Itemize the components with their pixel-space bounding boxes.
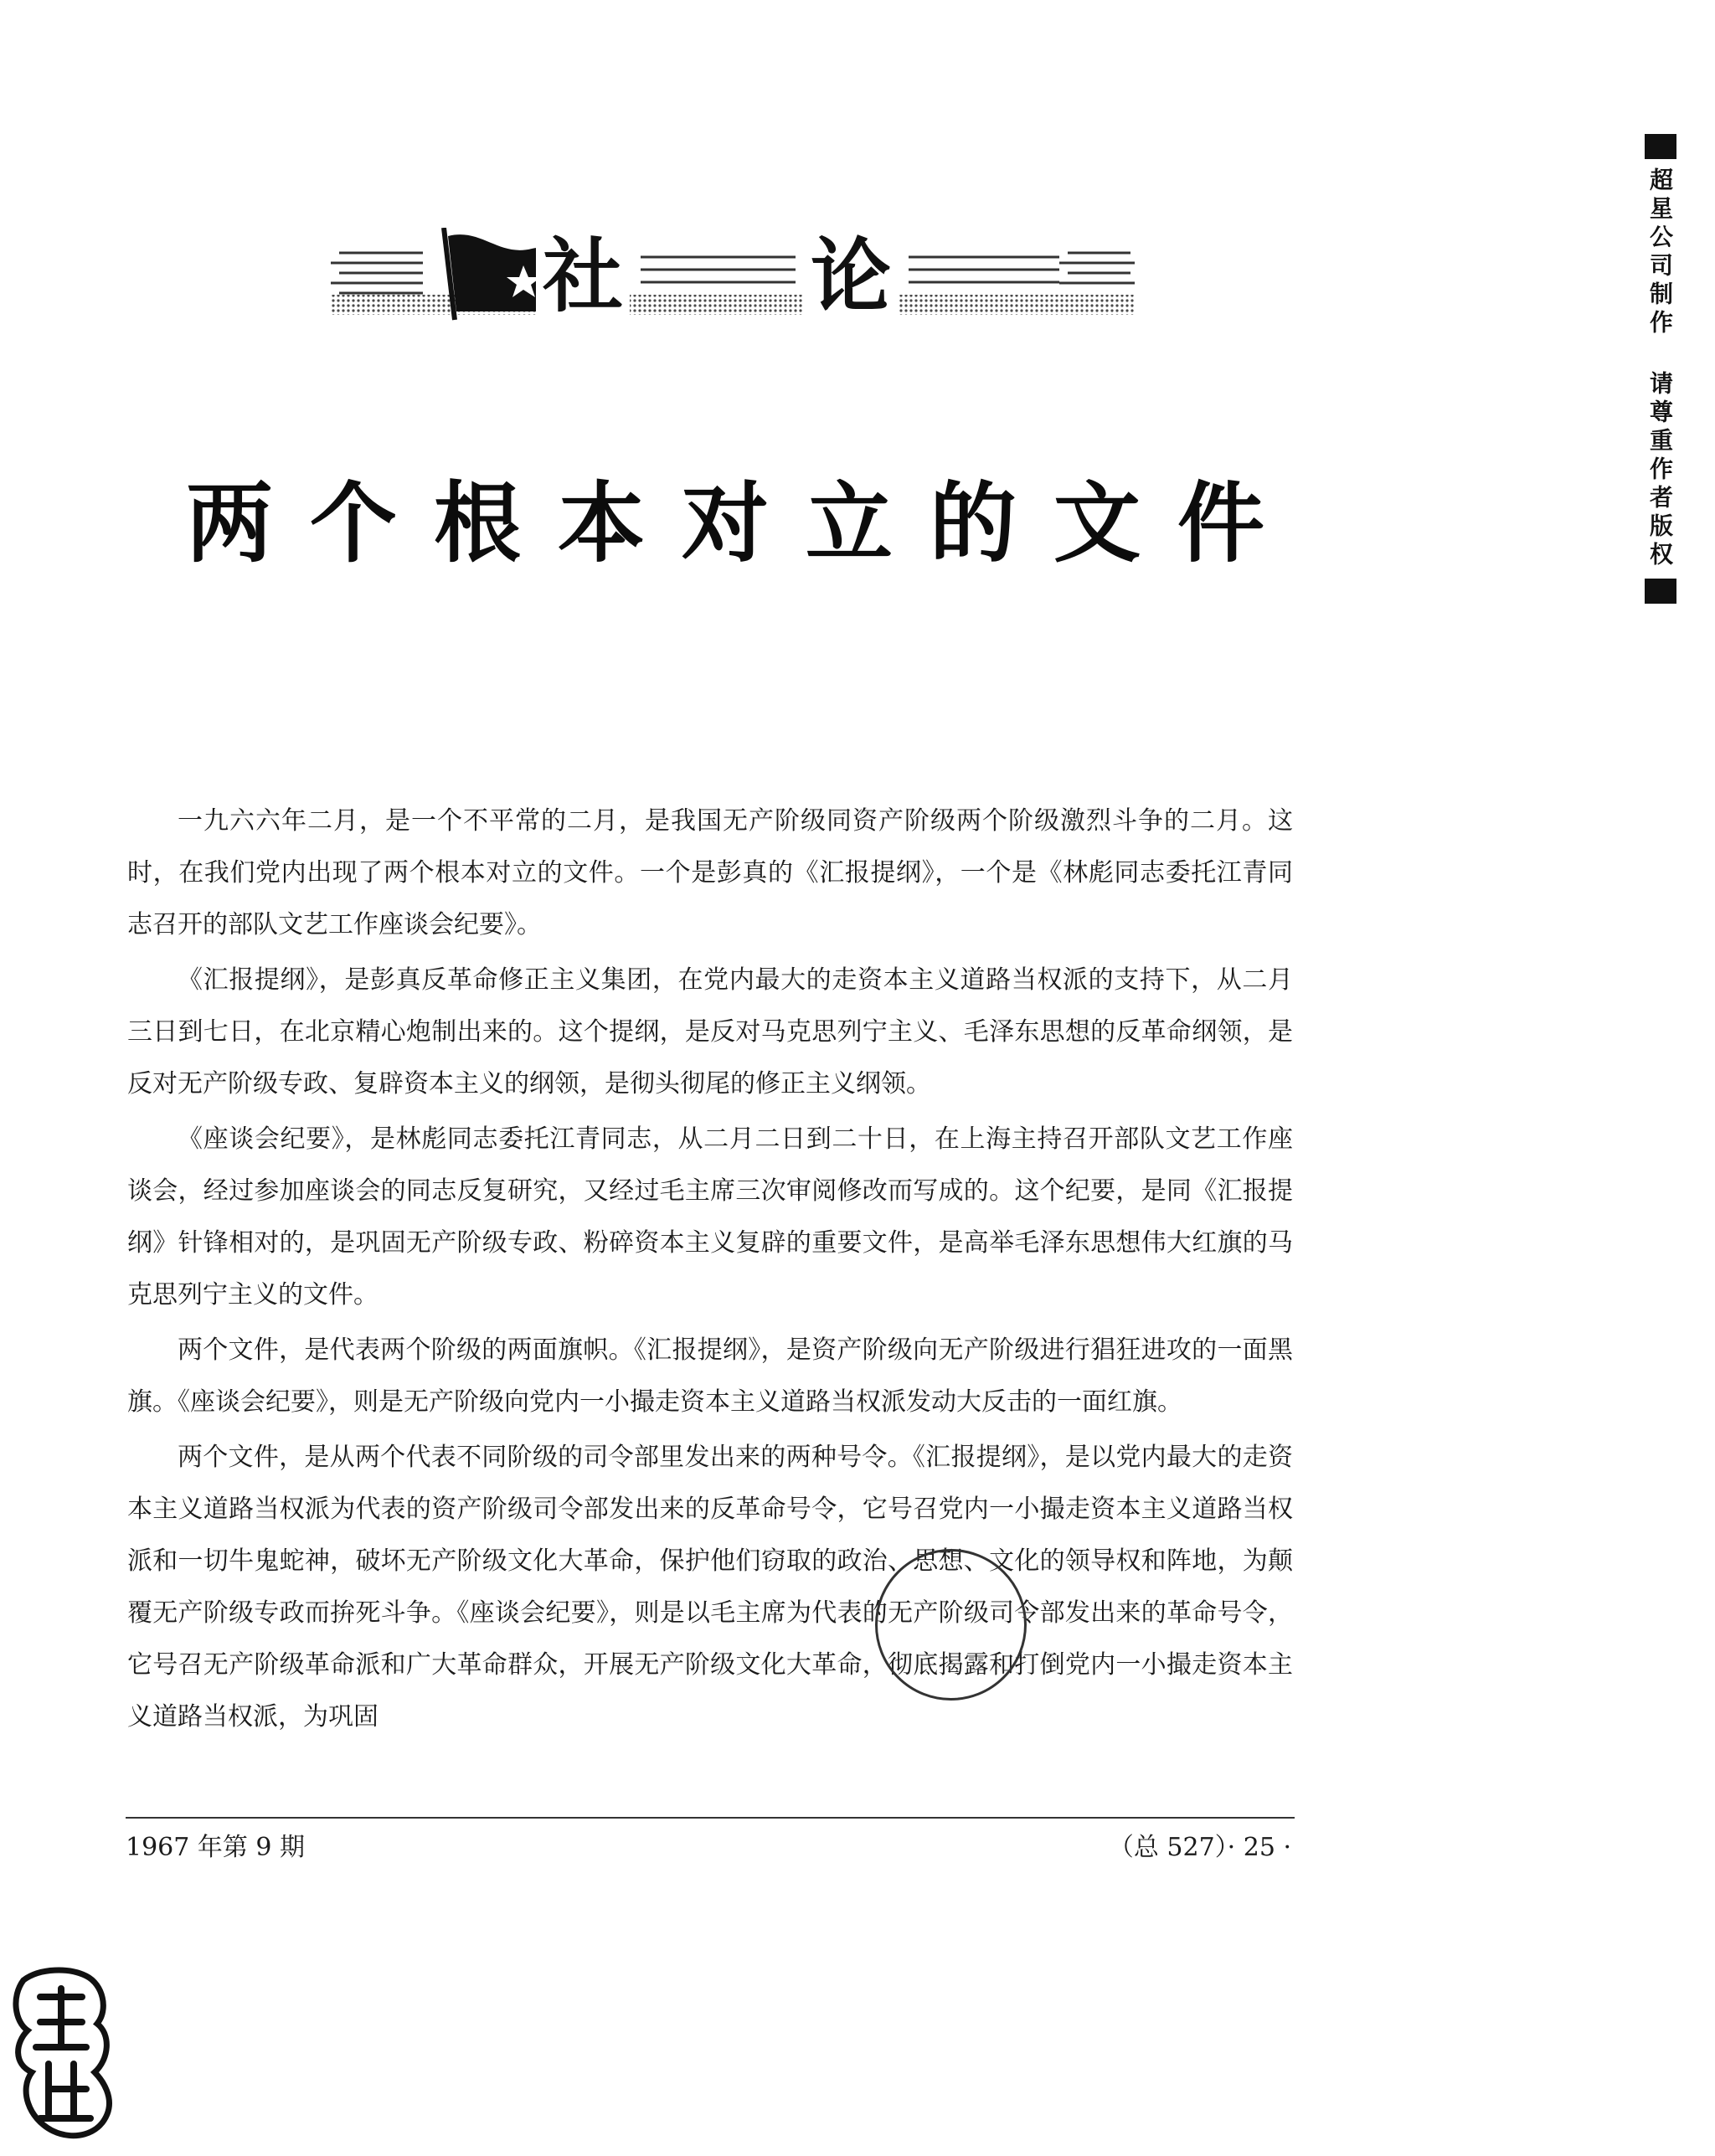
paragraph: 《座谈会纪要》，是林彪同志委托江青同志，从二月二日到二十日，在上海主持召开部队文艺工作座谈会，经过参加座谈会的同志反复研究，又经过毛主席三次审阅修改而写成的。这个纪要，是同《汇报提纲》针锋相对的，是巩固无产阶级专政、粉碎资本主义复辟的重要文件，是高举毛泽东思想伟大红旗的马克思列宁主义的文件。 bbox=[127, 1124, 1293, 1310]
paragraph: 两个文件，是代表两个阶级的两面旗帜。《汇报提纲》，是资产阶级向无产阶级进行猖狂进攻的一面黑旗。《座谈会纪要》，则是无产阶级向党内一小撮走资本主义道路当权派发动大反击的一面红旗。 bbox=[127, 1335, 1293, 1417]
banner-graphic bbox=[331, 228, 1135, 328]
article-title: 两个根本对立的文件 bbox=[186, 471, 1302, 574]
footer-divider bbox=[126, 1817, 1295, 1819]
banner-char-she: 社 bbox=[536, 234, 630, 318]
issue-label: 1967 年第 9 期 bbox=[126, 1833, 306, 1862]
article-body bbox=[127, 795, 1293, 1747]
paragraph: 《汇报提纲》，是彭真反革命修正主义集团，在党内最大的走资本主义道路当权派的支持下，从二月三日到七日，在北京精心炮制出来的。这个提纲，是反对马克思列宁主义、毛泽东思想的反革命纲领，是反对无产阶级专政、复辟资本主义的纲领，是彻头彻尾的修正主义纲领。 bbox=[127, 965, 1293, 1099]
editorial-banner bbox=[331, 228, 1135, 328]
paragraph: 两个文件，是从两个代表不同阶级的司令部里发出来的两种号令。《汇报提纲》，是以党内最大的走资本主义道路当权派为代表的资产阶级司令部发出来的反革命号令，它号召党内一小撮走资本主义道路当权派和一切牛鬼蛇神，破坏无产阶级文化大革命，保护他们窃取的政治、思想、文化的领导权和阵地，为颠覆无产阶级专政而拚死斗争。《座谈会纪要》，则是以毛主席为代表的无产阶级司令部发出来的革命号令，它号召无产阶级革命派和广大革命群众，开展无产阶级文化大革命，彻底揭露和打倒党内一小撮走资本主义道路当权派，为巩固 bbox=[127, 1443, 1293, 1731]
side-watermark bbox=[1640, 134, 1695, 603]
seal-stamp-icon bbox=[7, 1963, 116, 2148]
side-bar-top bbox=[1645, 134, 1676, 159]
page-number: （总 527）· 25 · bbox=[1108, 1833, 1291, 1862]
side-watermark-text: 超星公司制作 请尊重作者版权 bbox=[1646, 167, 1674, 570]
banner-char-lun: 论 bbox=[804, 234, 898, 318]
side-bar-bottom bbox=[1645, 579, 1676, 604]
paragraph: 一九六六年二月，是一个不平常的二月，是我国无产阶级同资产阶级两个阶级激烈斗争的二月。这时，在我们党内出现了两个根本对立的文件。一个是彭真的《汇报提纲》，一个是《林彪同志委托江青同志召开的部队文艺工作座谈会纪要》。 bbox=[127, 806, 1293, 939]
